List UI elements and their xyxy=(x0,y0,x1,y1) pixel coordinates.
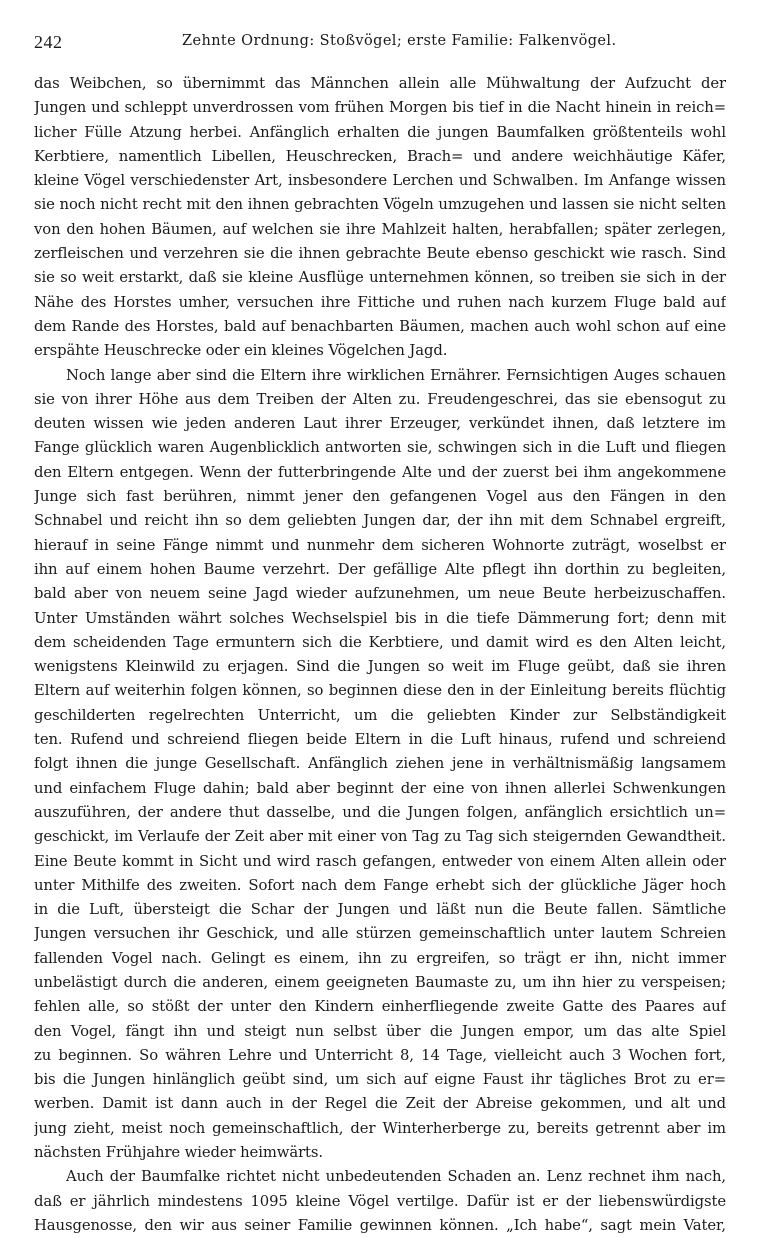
text-line: dem scheidenden Tage ermuntern sich die Kerbtiere, und damit wird es den Alten leicht, xyxy=(34,633,726,651)
text-line: unter Mithilfe des zweiten. Sofort nach dem Fange erhebt sich der glückliche Jäger hoch xyxy=(34,876,726,894)
text-line: wenigstens Kleinwild zu erjagen. Sind die Jungen so weit im Fluge geübt, daß sie ihren xyxy=(34,658,726,676)
text-line: Hausgenosse, den wir aus seiner Familie gewinnen können. „Ich habe“, sagt mein Vater, xyxy=(34,1216,726,1234)
text-line: zu beginnen. So währen Lehre und Unterricht 8, 14 Tage, vielleicht auch 3 Wochen fort, xyxy=(34,1046,726,1064)
text-line: von den hohen Bäumen, auf welchen sie ihre Mahlzeit halten, herabfallen; später zerlegen, xyxy=(34,220,726,238)
text-line: Eltern auf weiterhin folgen können, so beginnen diese den in der Einleitung bereits flüchtig xyxy=(34,682,726,700)
text-line: sie so weit erstarkt, daß sie kleine Ausflüge unternehmen können, so treiben sie sich in der xyxy=(34,269,726,287)
text-line: Kerbtiere, namentlich Libellen, Heuschrecken, Brach= und andere weichhäutige Käfer, xyxy=(34,147,726,165)
text-line: Jungen und schleppt unverdrossen vom frühen Morgen bis tief in die Nacht hinein in reich= xyxy=(34,99,726,117)
page-number: 242 xyxy=(34,32,63,52)
text-line: den Vogel, fängt ihn und steigt nun selbst über die Jungen empor, um das alte Spiel xyxy=(34,1022,726,1040)
body-text xyxy=(34,72,726,1238)
book-page xyxy=(34,30,726,1238)
text-line: kleine Vögel verschiedenster Art, insbesondere Lerchen und Schwalben. Im Anfange wissen xyxy=(34,172,726,190)
text-line: zerfleischen und verzehren sie die ihnen gebrachte Beute ebenso geschickt wie rasch. Sind xyxy=(34,245,726,263)
text-line: licher Fülle Atzung herbei. Anfänglich erhalten die jungen Baumfalken größtenteils wohl xyxy=(34,123,726,141)
text-line: ihn auf einem hohen Baume verzehrt. Der gefällige Alte pflegt ihn dorthin zu begleiten, xyxy=(34,560,726,578)
text-line: in die Luft, übersteigt die Schar der Jungen und läßt nun die Beute fallen. Sämtliche xyxy=(34,901,726,919)
paragraph-1 xyxy=(34,72,726,364)
text-line: Jungen versuchen ihr Geschick, und alle stürzen gemeinschaftlich unter lautem Schreien xyxy=(34,925,726,943)
text-line: Fange glücklich waren Augenblicklich antworten sie, schwingen sich in die Luft und fliegen xyxy=(34,439,726,457)
text-line: sie von ihrer Höhe aus dem Treiben der Alten zu. Freudengeschrei, das sie ebensogut zu xyxy=(34,390,726,408)
text-line: deuten wissen wie jeden anderen Laut ihrer Erzeuger, verkündet ihnen, daß letztere im xyxy=(34,415,726,433)
text-line: unbelästigt durch die anderen, einem geeigneten Baumaste zu, um ihn hier zu verspeisen; xyxy=(34,973,726,991)
text-line: ten. Rufend und schreiend fliegen beide Eltern in die Luft hinaus, rufend und schreiend xyxy=(34,731,726,749)
paragraph-2 xyxy=(34,364,726,1166)
text-line: Schnabel und reicht ihn so dem geliebten Jungen dar, der ihn mit dem Schnabel ergreift, xyxy=(34,512,726,530)
text-line: dem Rande des Horstes, bald auf benachbarten Bäumen, machen auch wohl schon auf eine xyxy=(34,317,726,335)
text-line: hierauf in seine Fänge nimmt und nunmehr dem sicheren Wohnorte zuträgt, woselbst er xyxy=(34,536,726,554)
text-line: fallenden Vogel nach. Gelingt es einem, ihn zu ergreifen, so trägt er ihn, nicht immer xyxy=(34,949,726,967)
text-line: bis die Jungen hinlänglich geübt sind, um sich auf eigne Faust ihr tägliches Brot zu er= xyxy=(34,1071,726,1089)
text-line: sie noch nicht recht mit den ihnen gebrachten Vögeln umzugehen und lassen sie nicht selten xyxy=(34,196,726,214)
text-line: und einfachem Fluge dahin; bald aber beginnt der eine von ihnen allerlei Schwenkungen xyxy=(34,779,726,797)
text-line: Junge sich fast berühren, nimmt jener den gefangenen Vogel aus den Fängen in den xyxy=(34,488,726,506)
text-line: den Eltern entgegen. Wenn der futterbringende Alte und der zuerst bei ihm angekommene xyxy=(34,463,726,481)
text-line: geschilderten regelrechten Unterricht, um die geliebten Kinder zur Selbständigkeit xyxy=(34,706,726,724)
text-line: folgt ihnen die junge Gesellschaft. Anfänglich ziehen jene in verhältnismäßig langsamem xyxy=(34,755,726,773)
text-line: Eine Beute kommt in Sicht und wird rasch gefangen, entweder von einem Alten allein oder xyxy=(34,852,726,870)
text-line: werben. Damit ist dann auch in der Regel die Zeit der Abreise gekommen, und alt und xyxy=(34,1095,726,1113)
text-line: Unter Umständen währt solches Wechselspiel bis in die tiefe Dämmerung fort; denn mit xyxy=(34,609,726,627)
text-line: auszuführen, der andere thut dasselbe, und die Jungen folgen, anfänglich ersichtlich un= xyxy=(34,803,726,821)
text-line: jung zieht, meist noch gemeinschaftlich, der Winterherberge zu, bereits getrennt aber im xyxy=(34,1119,726,1137)
paragraph-3 xyxy=(34,1165,726,1238)
text-line: Nähe des Horstes umher, versuchen ihre Fittiche und ruhen nach kurzem Fluge bald auf xyxy=(34,293,726,311)
text-line: nächsten Frühjahre wieder heimwärts. xyxy=(34,1144,323,1162)
text-line: fehlen alle, so stößt der unter den Kindern einherfliegende zweite Gatte des Paares auf xyxy=(34,998,726,1016)
running-head xyxy=(34,30,726,58)
text-line: bald aber von neuem seine Jagd wieder aufzunehmen, um neue Beute herbeizuschaffen. xyxy=(34,585,726,603)
text-line: daß er jährlich mindestens 1095 kleine Vögel vertilge. Dafür ist er der liebenswürdigste xyxy=(34,1192,726,1210)
text-line: Noch lange aber sind die Eltern ihre wirklichen Ernährer. Fernsichtigen Auges schauen xyxy=(66,366,726,384)
text-line: das Weibchen, so übernimmt das Männchen allein alle Mühwaltung der Aufzucht der xyxy=(34,75,726,92)
text-line: erspähte Heuschrecke oder ein kleines Vögelchen Jagd. xyxy=(34,342,448,360)
text-line: Auch der Baumfalke richtet nicht unbedeutenden Schaden an. Lenz rechnet ihm nach, xyxy=(66,1168,726,1186)
text-line: geschickt, im Verlaufe der Zeit aber mit einer von Tag zu Tag sich steigernden Gewandtheit. xyxy=(34,828,726,846)
running-title: Zehnte Ordnung: Stoßvögel; erste Familie: Falkenvögel. xyxy=(182,33,617,49)
